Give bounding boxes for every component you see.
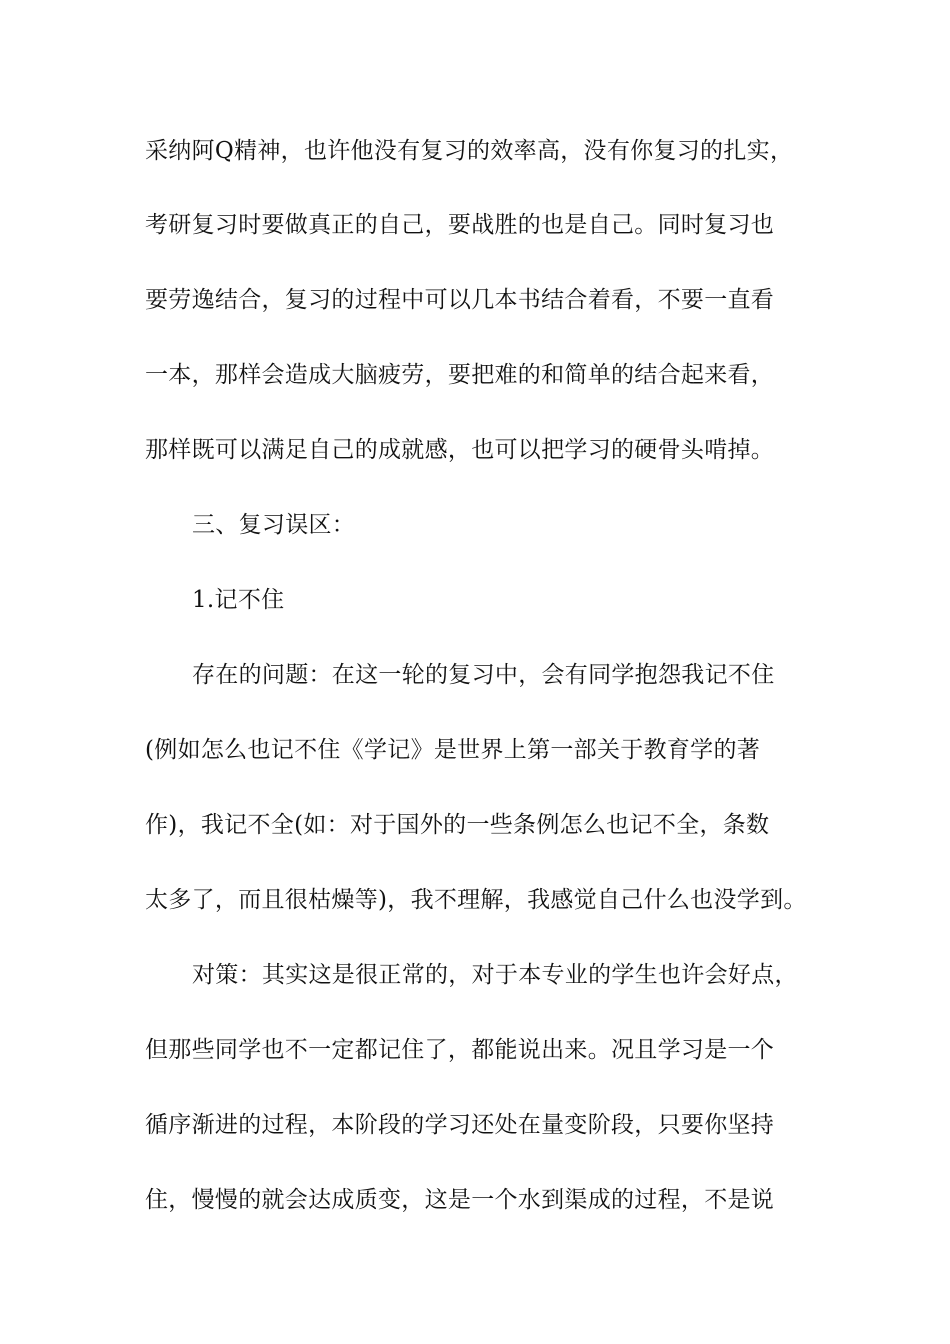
text-line-2: 考研复习时要做真正的自己，要战胜的也是自己。同时复习也 [145, 212, 775, 238]
text-line-4: 一本，那样会造成大脑疲劳，要把难的和简单的结合起来看， [145, 362, 775, 388]
section-heading: 三、复习误区： [192, 512, 356, 538]
text-line-12: 对策：其实这是很正常的，对于本专业的学生也许会好点， [192, 962, 798, 988]
text-line-5: 那样既可以满足自己的成就感，也可以把学习的硬骨头啃掉。 [145, 437, 775, 463]
text-line-13: 但那些同学也不一定都记住了，都能说出来。况且学习是一个 [145, 1037, 775, 1063]
text-line-9: (例如怎么也记不住《学记》是世界上第一部关于教育学的著 [145, 737, 761, 763]
text-line-11: 太多了，而且很枯燥等)，我不理解，我感觉自己什么也没学到。 [145, 887, 807, 913]
subsection-heading: 1.记不住 [192, 587, 285, 613]
text-line-1: 采纳阿Q精神，也许他没有复习的效率高，没有你复习的扎实， [145, 138, 794, 164]
text-line-3: 要劳逸结合，复习的过程中可以几本书结合着看，不要一直看 [145, 287, 775, 313]
text-line-8: 存在的问题：在这一轮的复习中，会有同学抱怨我记不住 [192, 662, 775, 688]
text-line-14: 循序渐进的过程，本阶段的学习还处在量变阶段，只要你坚持 [145, 1112, 775, 1138]
text-line-15: 住，慢慢的就会达成质变，这是一个水到渠成的过程，不是说 [145, 1187, 775, 1213]
text-line-10: 作)，我记不全(如：对于国外的一些条例怎么也记不全，条数 [145, 812, 770, 838]
